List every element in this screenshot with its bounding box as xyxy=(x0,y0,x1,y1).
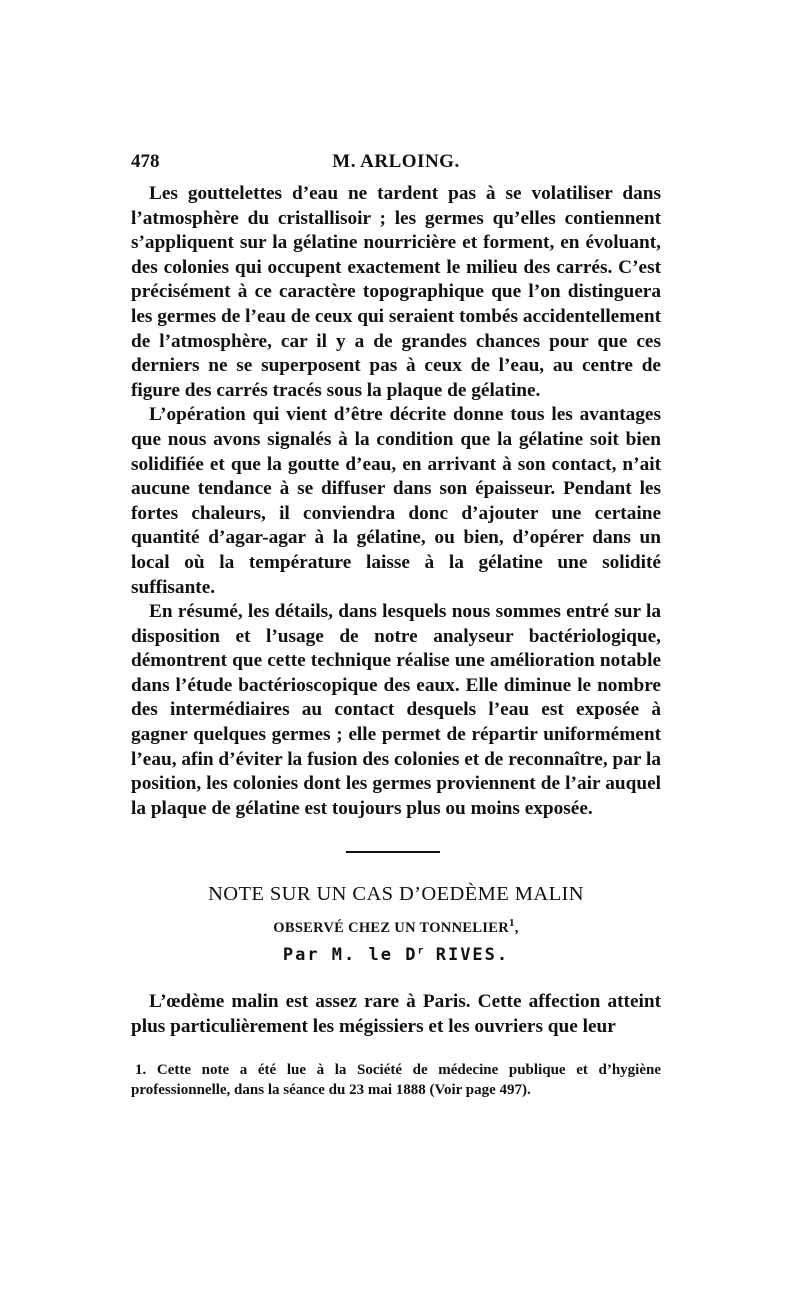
page-number: 478 xyxy=(131,151,160,172)
paragraph: L’œdème malin est assez rare à Paris. Cette affection atteint plus particulièrement les mégissiers et les ouvriers que leur xyxy=(131,991,661,1037)
note-subtitle-suffix: , xyxy=(514,919,519,936)
paragraph: L’opération qui vient d’être décrite donne tous les avantages que nous avons signalés à la condition que la gélatine soit bien solidifiée et que la goutte d’eau, en arrivant à son contact, n’ait aucune tendance à se diffuser dans son épaisseur. Pendant les fortes chaleurs, il conviendra donc d’ajouter une certaine quantité d’agar-agar à la gélatine, ou bien, d’opérer dans un local où la température laisse à la gélatine une solidité suffisante. xyxy=(131,404,661,598)
running-title: M. ARLOING. xyxy=(332,151,460,172)
note-subtitle xyxy=(131,917,661,937)
note-body xyxy=(131,990,661,1039)
note-title: NOTE SUR UN CAS D’OEDÈME MALIN xyxy=(208,883,584,905)
article-body xyxy=(131,182,661,821)
paragraph: En résumé, les détails, dans lesquels nous sommes entré sur la disposition et l’usage de notre analyseur bactériologique, démontrent que cette technique réalise une amélioration notable dans l’étude bactérioscopique des eaux. Elle diminue le nombre des intermédiaires au contact desquels l’eau est exposée à gagner quelques germes ; elle permet de répartir uniformément l’eau, afin d’éviter la fusion des colonies et de reconnaître, par la position, les colonies dont les germes proviennent de l’air auquel la plaque de gélatine est toujours plus ou moins exposée. xyxy=(131,601,661,819)
note-subtitle-text: OBSERVÉ CHEZ UN TONNELIER xyxy=(273,919,509,936)
footnote xyxy=(131,1060,661,1100)
page-header xyxy=(131,151,661,177)
paragraph: Les gouttelettes d’eau ne tardent pas à se volatiliser dans l’atmosphère du cristallisoir ; les germes qu’elles contiennent s’appliquent sur la gélatine nourricière et forment, en évoluant, des colonies qui occupent exactement le milieu des carrés. C’est précisément à ce caractère topographique que l’on distinguera les germes de l’eau de ceux qui seraient tombés accidentellement de l’atmosphère, car il y a de grandes chances pour que ces derniers ne se superposent pas à ceux de l’eau, au centre de figure des carrés tracés sous la plaque de gélatine. xyxy=(131,183,661,401)
author-prefix: Par M. le D xyxy=(282,945,418,965)
footnote-text: 1. Cette note a été lue à la Société de médecine publique et d’hygiène professionnelle, dans la séance du 23 mai 1888 (Voir page 497). xyxy=(131,1062,661,1098)
author-title-sup: r xyxy=(417,945,424,957)
author-name: RIVES. xyxy=(435,945,510,965)
note-author xyxy=(131,945,661,965)
footnote-marker: 1 xyxy=(508,917,515,929)
section-divider xyxy=(346,851,440,853)
